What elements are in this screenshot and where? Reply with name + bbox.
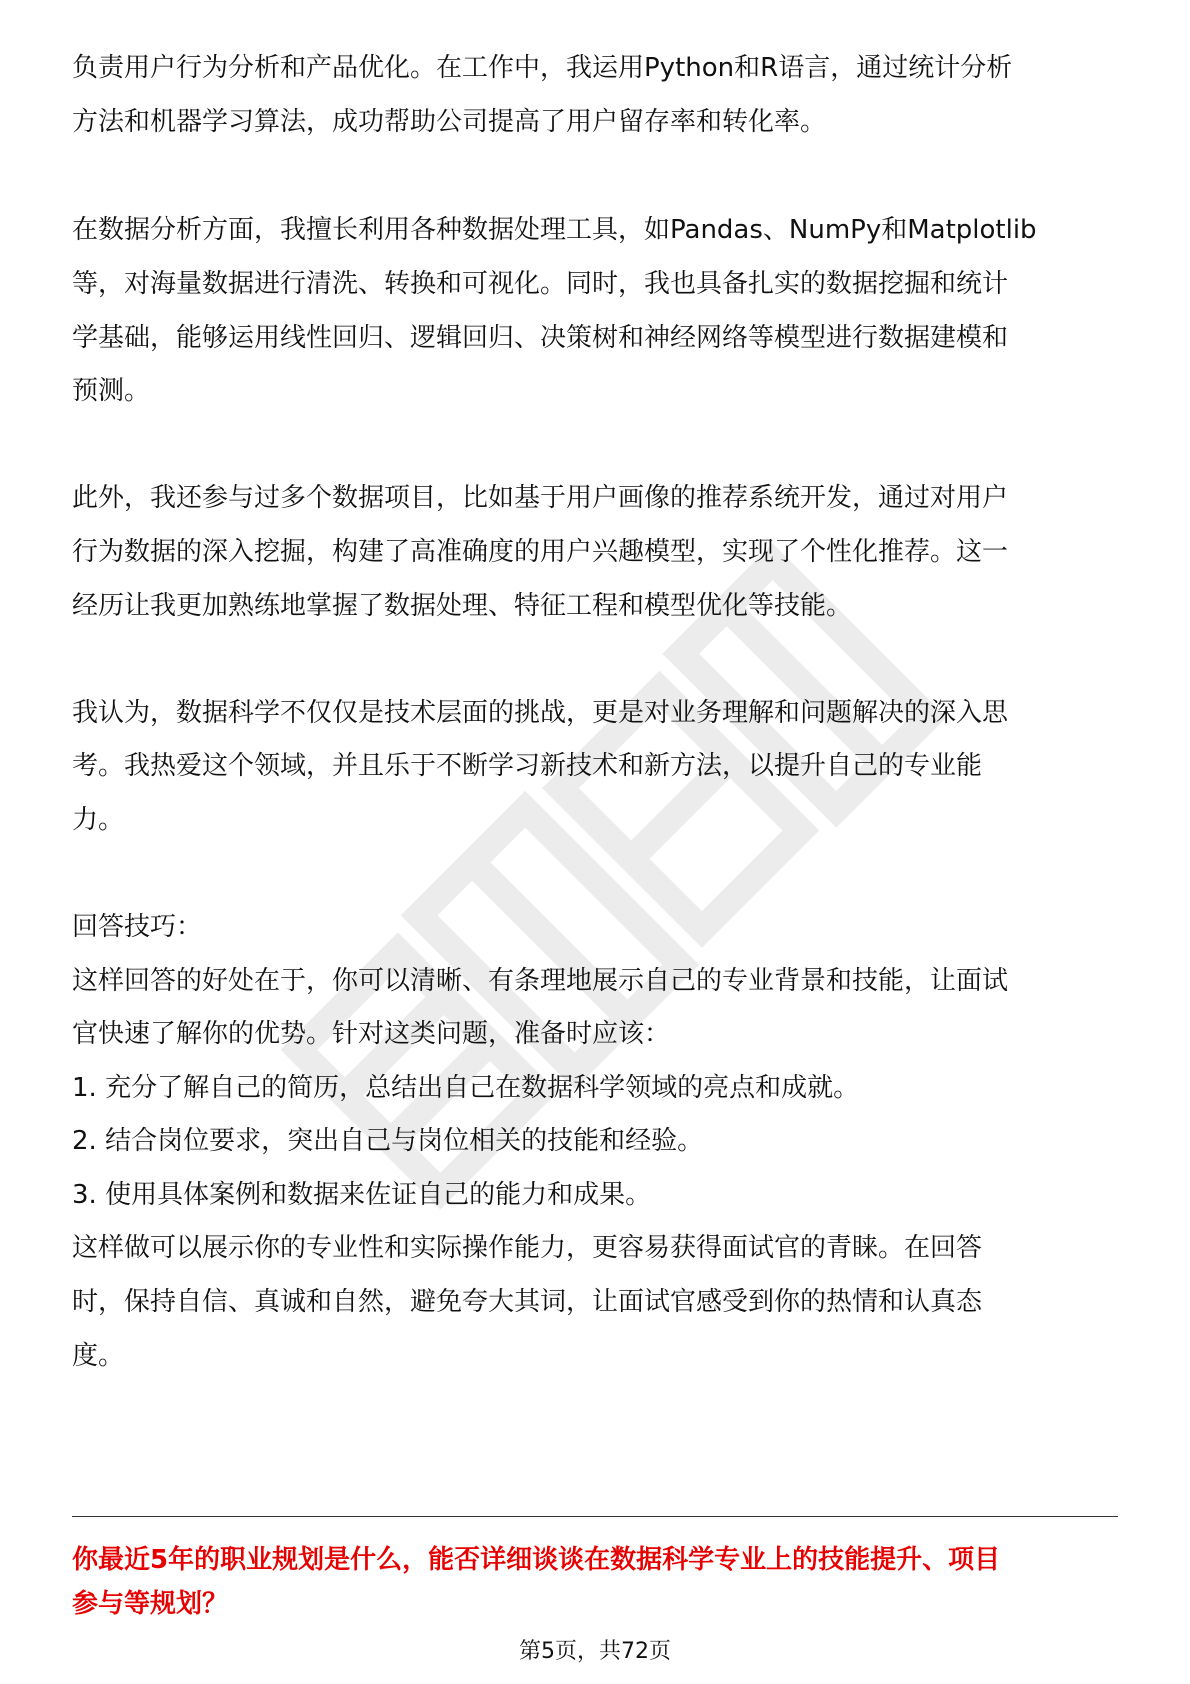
paragraph-line: 度。 <box>72 1341 125 1371</box>
paragraph-line: 学基础，能够运用线性回归、逻辑回归、决策树和神经网络等模型进行数据建模和 <box>72 323 1009 353</box>
question-heading-line: 参与等规划？ <box>72 1589 229 1619</box>
paragraph-line: 预测。 <box>72 376 151 406</box>
paragraph-line: 等，对海量数据进行清洗、转换和可视化。同时，我也具备扎实的数据挖掘和统计 <box>72 269 1009 299</box>
paragraph-line: 力。 <box>72 805 125 835</box>
paragraph-line: 负责用户行为分析和产品优化。在工作中，我运用Python和R语言，通过统计分析 <box>72 53 1013 83</box>
paragraph-line: 时，保持自信、真诚和自然，避免夸大其词，让面试官感受到你的热情和认真态 <box>72 1287 983 1317</box>
section-divider <box>72 1516 1118 1517</box>
list-item: 3. 使用具体案例和数据来佐证自己的能力和成果。 <box>72 1180 652 1210</box>
paragraph-line: 这样回答的好处在于，你可以清晰、有条理地展示自己的专业背景和技能，让面试 <box>72 966 1009 996</box>
paragraph-line: 这样做可以展示你的专业性和实际操作能力，更容易获得面试官的青睐。在回答 <box>72 1233 983 1263</box>
paragraph-line: 在数据分析方面，我擅长利用各种数据处理工具，如Pandas、NumPy和Matplotlib <box>72 215 1037 245</box>
list-item: 1. 充分了解自己的简历，总结出自己在数据科学领域的亮点和成就。 <box>72 1073 860 1103</box>
question-heading-line: 你最近5年的职业规划是什么，能否详细谈谈在数据科学专业上的技能提升、项目 <box>72 1545 1001 1575</box>
paragraph-line: 方法和机器学习算法，成功帮助公司提高了用户留存率和转化率。 <box>72 107 827 137</box>
page-number: 第5页，共72页 <box>519 1639 671 1664</box>
tips-heading: 回答技巧： <box>72 912 203 942</box>
paragraph-line: 官快速了解你的优势。针对这类问题，准备时应该： <box>72 1019 671 1049</box>
paragraph-line: 此外，我还参与过多个数据项目，比如基于用户画像的推荐系统开发，通过对用户 <box>72 483 1009 513</box>
paragraph-line: 经历让我更加熟练地掌握了数据处理、特征工程和模型优化等技能。 <box>72 591 853 621</box>
paragraph-line: 我认为，数据科学不仅仅是技术层面的挑战，更是对业务理解和问题解决的深入思 <box>72 698 1009 728</box>
paragraph-line: 行为数据的深入挖掘，构建了高准确度的用户兴趣模型，实现了个性化推荐。这一 <box>72 537 1009 567</box>
list-item: 2. 结合岗位要求，突出自己与岗位相关的技能和经验。 <box>72 1126 704 1156</box>
paragraph-line: 考。我热爱这个领域，并且乐于不断学习新技术和新方法，以提升自己的专业能 <box>72 751 983 781</box>
